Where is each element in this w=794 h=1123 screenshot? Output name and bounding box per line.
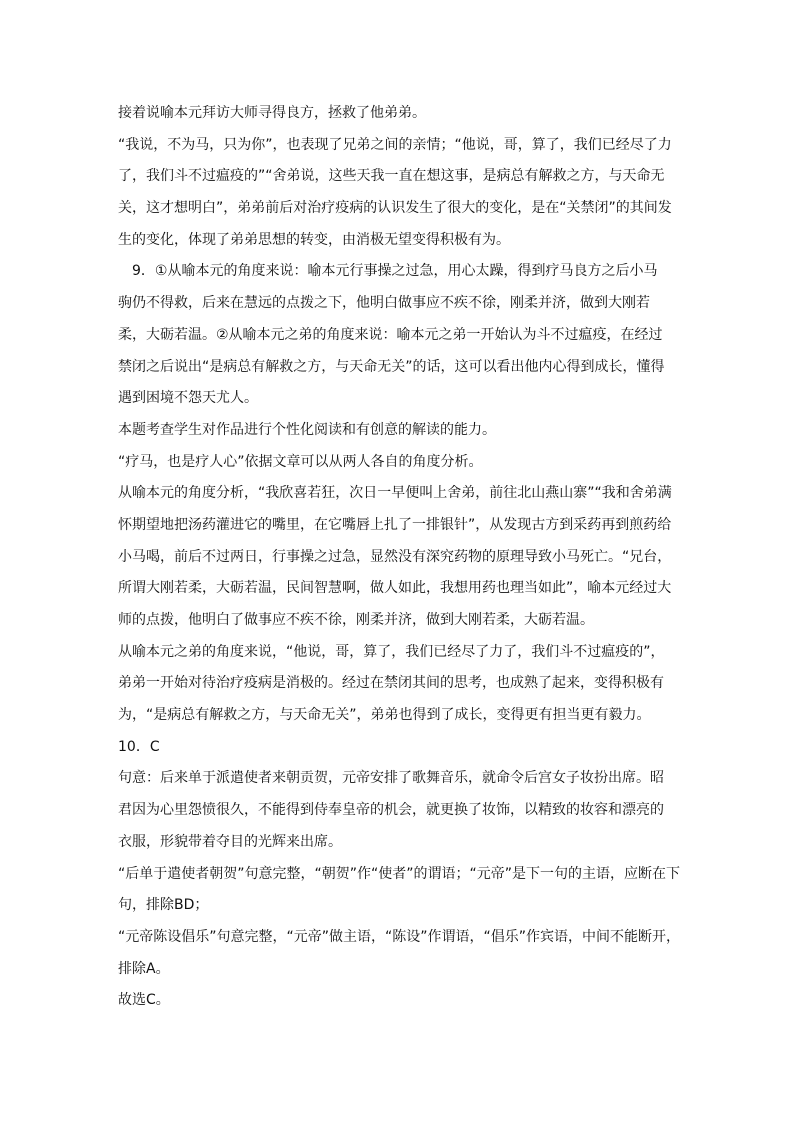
text-line: 遇到困境不怨天尤人。: [118, 390, 258, 407]
text-line: 弟弟一开始对待治疗疫病是消极的。经过在禁闭其间的思考，也成熟了起来，变得积极有: [118, 675, 664, 692]
text-line: 接着说喻本元拜访大师寻得良方，拯救了他弟弟。: [118, 105, 426, 121]
text-line: 排除A。: [118, 960, 170, 977]
text-line: 衣服，形貌带着夺目的光辉来出席。: [118, 833, 342, 850]
text-line: 句意：后来单于派遣使者来朝贡贺，元帝安排了歌舞音乐，就命令后宫女子妆扮出席。昭: [118, 770, 664, 787]
text-line: 所谓大刚若柔，大砺若温，民间智慧啊，做人如此，我想用药也理当如此”，喻本元经过大: [118, 580, 672, 597]
answer-10-heading: 10．C: [118, 738, 160, 755]
text-line: “元帝陈设倡乐”句意完整，“元帝”做主语，“陈设”作谓语，“倡乐”作宾语，中间不能断开，: [118, 928, 681, 945]
text-line: 为，“是病总有解救之方，与天命无关”，弟弟也得到了成长，变得更有担当更有毅力。: [118, 707, 651, 724]
text-line: 禁闭之后说出“是病总有解救之方，与天命无关”的话，这可以看出他内心得到成长，懂得: [118, 358, 665, 375]
text-line: 君因为心里怨愤很久，不能得到侍奉皇帝的机会，就更换了妆饰，以精致的妆容和漂亮的: [118, 802, 664, 819]
document-page: [118, 98, 681, 1017]
text-line: “我说，不为马，只为你”，也表现了兄弟之间的亲情；“他说，哥，算了，我们已经尽了力: [118, 136, 672, 153]
text-line: 怀期望地把汤药灌进它的嘴里，在它嘴唇上扎了一排银针”，从发现古方到采药再到煎药给: [118, 516, 672, 533]
text-line: 师的点拨，他明白了做事应不疾不徐，刚柔并济，做到大刚若柔，大砺若温。: [118, 612, 594, 628]
text-line: 故选C。: [118, 992, 170, 1009]
text-line: 驹仍不得救，后来在慧远的点拨之下，他明白做事应不疾不徐，刚柔并济，做到大刚若: [118, 295, 650, 312]
text-line: 生的变化，体现了弟弟思想的转变，由消极无望变得积极有为。: [118, 231, 510, 248]
text-line: 了，我们斗不过瘟疫的”“舍弟说，这些天我一直在想这事，是病总有解救之方，与天命无: [118, 168, 665, 185]
text-line: 句，排除BD；: [118, 897, 209, 914]
text-line: 从喻本元的角度分析，“我欣喜若狂，次日一早便叫上舍弟，前往北山燕山寨”“我和舍弟满: [118, 485, 672, 502]
text-line: “后单于遣使者朝贺”句意完整，“朝贺”作“使者”的谓语；“元帝”是下一句的主语，应断在下: [118, 865, 681, 882]
text-line: 本题考查学生对作品进行个性化阅读和有创意的解读的能力。: [118, 421, 496, 438]
answer-9-line: 9．①从喻本元的角度来说：喻本元行事操之过急，用心太躁，得到疗马良方之后小马: [132, 263, 658, 280]
text-line: 小马喝，前后不过两日，行事操之过急，显然没有深究药物的原理导致小马死亡。“兄台，: [118, 548, 672, 565]
text-line: 柔，大砺若温。②从喻本元之弟的角度来说：喻本元之弟一开始认为斗不过瘟疫，在经过: [118, 326, 663, 343]
text-line: 关，这才想明白”，弟弟前后对治疗疫病的认识发生了很大的变化，是在“关禁闭”的其间发: [118, 200, 672, 217]
text-line: 从喻本元之弟的角度来说，“他说，哥，算了，我们已经尽了力了，我们斗不过瘟疫的”，: [118, 643, 665, 660]
text-line: “疗马，也是疗人心”依据文章可以从两人各自的角度分析。: [118, 453, 483, 470]
